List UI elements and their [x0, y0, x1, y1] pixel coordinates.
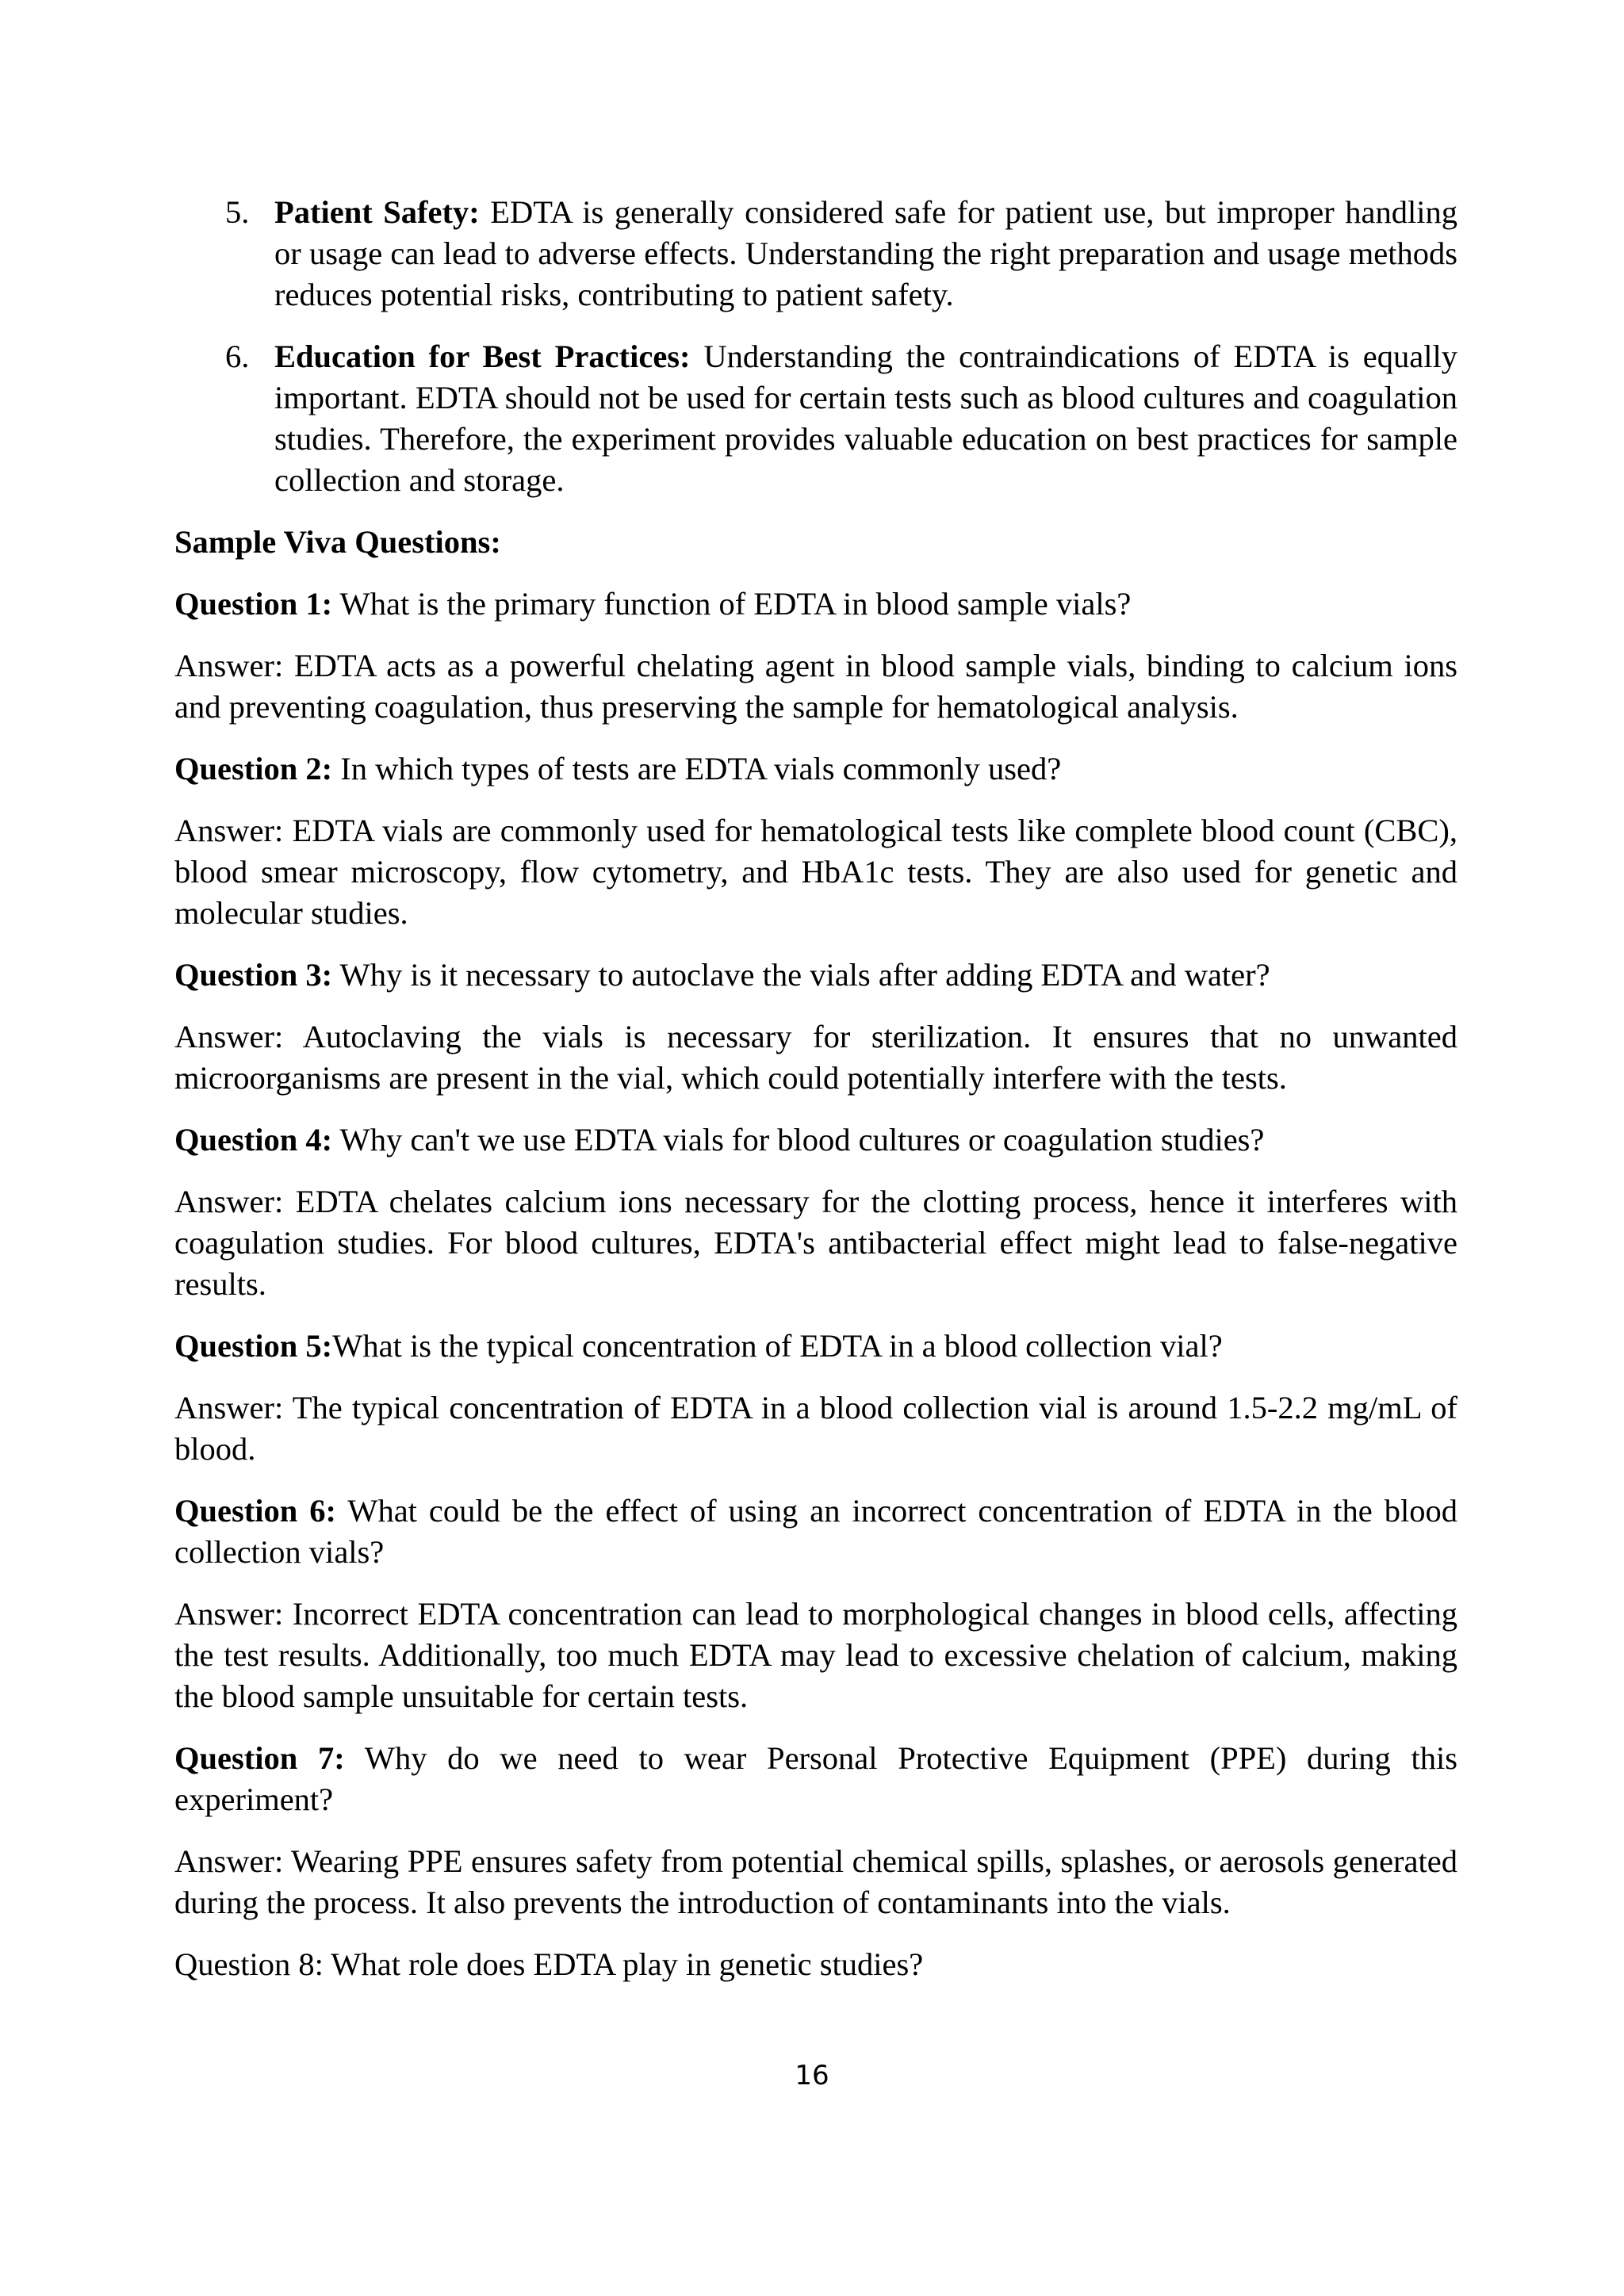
answer-5: Answer: The typical concentration of EDTA in a blood collection vial is around 1.5-2.2 mg/mL of blood.	[174, 1390, 1457, 1467]
question-label: Question 6:	[174, 1493, 336, 1529]
question-text: In which types of tests are EDTA vials commonly used?	[332, 751, 1062, 786]
question-3	[174, 955, 1457, 996]
answer-4: Answer: EDTA chelates calcium ions necessary for the clotting process, hence it interferes with coagulation studies. For blood cultures, EDTA's antibacterial effect might lead to false-negative results.	[174, 1184, 1457, 1302]
list-item-title: Education for Best Practices:	[274, 339, 691, 374]
question-text: Why do we need to wear Personal Protective Equipment (PPE) during this experiment?	[174, 1740, 1458, 1817]
question-text: Why can't we use EDTA vials for blood cultures or coagulation studies?	[332, 1122, 1265, 1158]
answer-1: Answer: EDTA acts as a powerful chelating agent in blood sample vials, binding to calcium ions and preventing coagulation, thus preserving the sample for hematological analysis.	[174, 648, 1457, 725]
answer-2: Answer: EDTA vials are commonly used for hematological tests like complete blood count (CBC), blood smear microscopy, flow cytometry, and HbA1c tests. They are also used for genetic and molecular studies.	[174, 813, 1457, 931]
question-label: Question 7:	[174, 1740, 345, 1776]
question-6	[174, 1490, 1457, 1573]
question-label: Question 5:	[174, 1328, 333, 1364]
question-label: Question 2:	[174, 751, 333, 786]
answer-3: Answer: Autoclaving the vials is necessary for sterilization. It ensures that no unwanted microorganisms are present in the vial, which could potentially interfere with the tests.	[174, 1019, 1457, 1096]
list-item-text: Understanding the contraindications of EDTA is equally important. EDTA should not be used for certain tests such as blood cultures and coagulation studies. Therefore, the experiment provides valuable education on best practices for sample collection and storage.	[274, 339, 1457, 498]
page-content	[174, 192, 1457, 2006]
page-number: 16	[795, 2060, 829, 2091]
question-2	[174, 748, 1457, 790]
list-number: 6.	[225, 339, 250, 374]
question-label: Question 4:	[174, 1122, 333, 1158]
question-text: What is the primary function of EDTA in blood sample vials?	[332, 586, 1132, 622]
numbered-list	[174, 192, 1457, 501]
section-heading: Sample Viva Questions:	[174, 524, 501, 560]
question-8: Question 8: What role does EDTA play in genetic studies?	[174, 1946, 924, 1982]
question-1	[174, 584, 1457, 625]
answer-7: Answer: Wearing PPE ensures safety from potential chemical spills, splashes, or aerosols generated during the process. It also prevents the introduction of contaminants into the vials.	[174, 1843, 1457, 1920]
list-item-education	[174, 336, 1457, 501]
question-text: What is the typical concentration of EDTA in a blood collection vial?	[332, 1328, 1223, 1364]
answer-6: Answer: Incorrect EDTA concentration can lead to morphological changes in blood cells, affecting the test results. Additionally, too much EDTA may lead to excessive chelation of calcium, making the blood sample unsuitable for certain tests.	[174, 1596, 1457, 1714]
question-text: What could be the effect of using an incorrect concentration of EDTA in the blood collection vials?	[174, 1493, 1457, 1570]
question-text: Why is it necessary to autoclave the vials after adding EDTA and water?	[332, 957, 1270, 993]
question-label: Question 1:	[174, 586, 333, 622]
question-4	[174, 1119, 1457, 1161]
list-item-title: Patient Safety:	[274, 194, 480, 230]
list-item-patient-safety	[174, 192, 1457, 316]
list-number: 5.	[225, 194, 250, 230]
question-5	[174, 1326, 1457, 1367]
list-item-text: EDTA is generally considered safe for patient use, but improper handling or usage can lead to adverse effects. Understanding the right preparation and usage methods reduces potential risks, contributing to patient safety.	[274, 194, 1457, 312]
question-7	[174, 1738, 1457, 1820]
question-label: Question 3:	[174, 957, 333, 993]
